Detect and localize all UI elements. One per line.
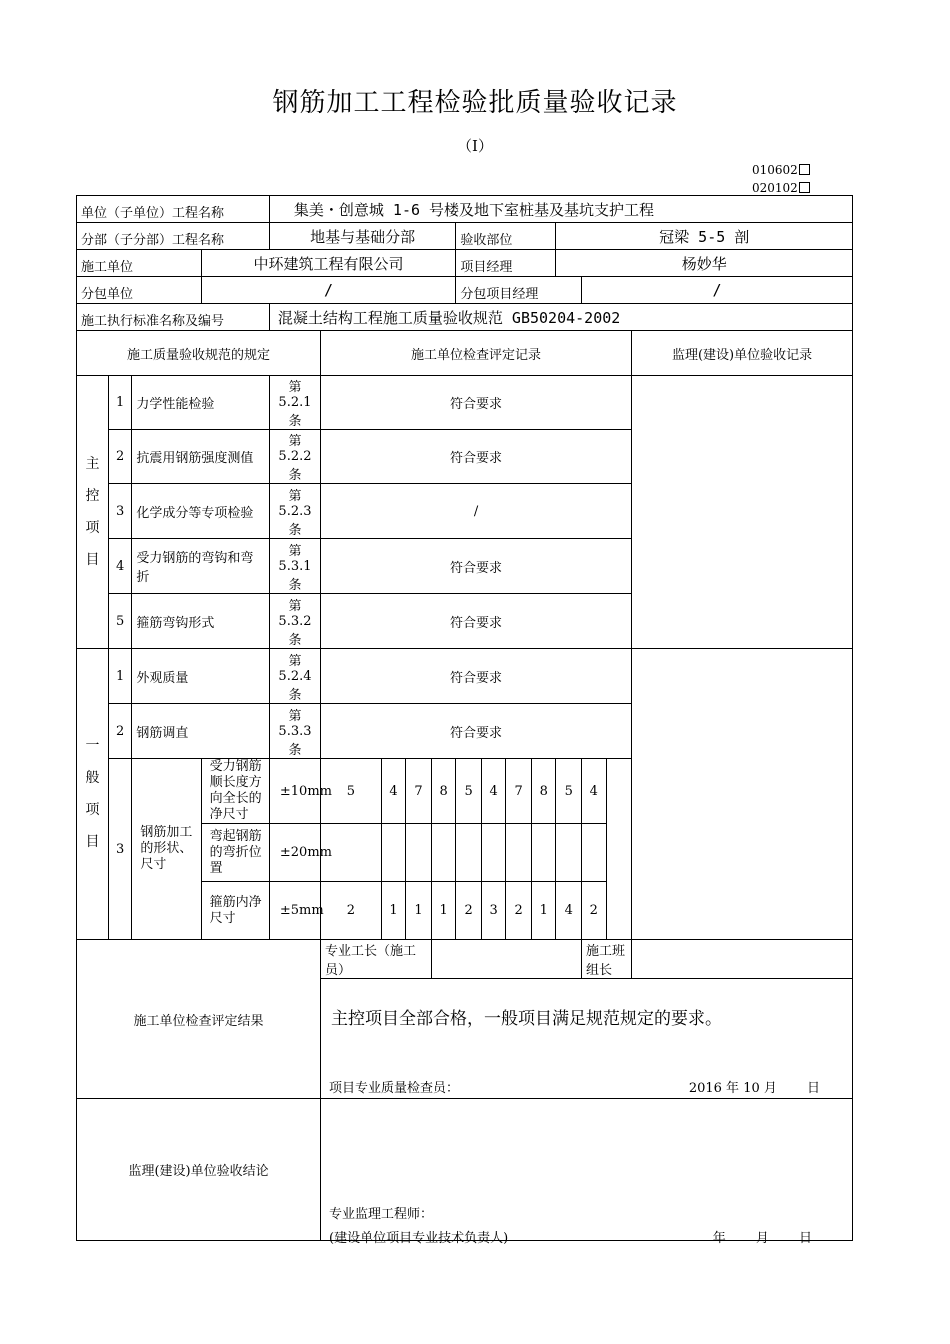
measure-value: 8 bbox=[431, 759, 456, 824]
checkbox-2[interactable] bbox=[799, 182, 810, 193]
main-control-label bbox=[77, 376, 109, 649]
item-result: 符合要求 bbox=[321, 704, 632, 759]
supervision-result-label: 监理(建设)单位验收结论 bbox=[77, 1099, 321, 1241]
form-code-1 bbox=[752, 163, 810, 177]
measure-value: 2 bbox=[582, 882, 607, 940]
item-clause: 第 5.2.1 条 bbox=[269, 376, 320, 430]
measure-value bbox=[381, 824, 406, 882]
measure-value bbox=[556, 824, 582, 882]
supervision-date: 年 月 日 bbox=[712, 1231, 812, 1246]
item-result: 符合要求 bbox=[321, 539, 632, 594]
team-leader-value[interactable] bbox=[632, 940, 853, 979]
measure-value bbox=[481, 824, 506, 882]
measure-value: 4 bbox=[381, 759, 406, 824]
item-result: 符合要求 bbox=[321, 649, 632, 704]
sub-manager-label: 分包项目经理 bbox=[456, 277, 582, 304]
general-supervision-cell[interactable] bbox=[632, 649, 853, 940]
measure-value: 8 bbox=[531, 759, 556, 824]
contractor-label: 施工单位 bbox=[77, 250, 202, 277]
measure-value: 7 bbox=[506, 759, 532, 824]
measure-value bbox=[431, 824, 456, 882]
item-number: 1 bbox=[108, 649, 131, 704]
main-control-char: 项 bbox=[85, 520, 100, 536]
measure-value: 2 bbox=[506, 882, 532, 940]
item-result: 符合要求 bbox=[321, 430, 632, 484]
standard-value: 混凝土结构工程施工质量验收规范 GB50204-2002 bbox=[269, 304, 852, 331]
general-char: 目 bbox=[85, 834, 100, 850]
supervision-result-box bbox=[321, 1099, 853, 1246]
measure-value: 4 bbox=[582, 759, 607, 824]
item-number: 2 bbox=[108, 704, 131, 759]
engineer-label: 专业监理工程师： bbox=[329, 1207, 434, 1222]
item-name: 力学性能检验 bbox=[132, 376, 269, 430]
item-clause: 第 5.2.3 条 bbox=[269, 484, 320, 539]
foreman-label: 专业工长（施工员） bbox=[321, 940, 432, 979]
item-clause: 第 5.2.2 条 bbox=[269, 430, 320, 484]
item-clause: 第 5.3.2 条 bbox=[269, 594, 320, 649]
subcontractor-label: 分包单位 bbox=[77, 277, 202, 304]
item-result: 符合要求 bbox=[321, 594, 632, 649]
contractor-date: 2016 年 10 月 日 bbox=[688, 1081, 820, 1096]
project-name-value: 集美・创意城 1-6 号楼及地下室桩基及基坑支护工程 bbox=[269, 196, 852, 223]
item-number: 4 bbox=[108, 539, 131, 594]
measure-value: 2 bbox=[456, 882, 482, 940]
main-control-char: 主 bbox=[85, 456, 100, 472]
item-number: 3 bbox=[108, 484, 131, 539]
item-name: 外观质量 bbox=[132, 649, 269, 704]
measure-value: 4 bbox=[481, 759, 506, 824]
measure-name: 箍筋内净尺寸 bbox=[201, 882, 269, 940]
item-number: 3 bbox=[108, 759, 131, 940]
item-name: 钢筋加工的形状、尺寸 bbox=[132, 759, 201, 940]
inspection-part-label: 验收部位 bbox=[456, 223, 556, 250]
measure-value: 1 bbox=[531, 882, 556, 940]
measure-tolerance: ±5mm bbox=[269, 882, 320, 940]
foreman-value[interactable] bbox=[431, 940, 581, 979]
measure-value: 5 bbox=[321, 759, 382, 824]
page-subtitle: （Ⅰ） bbox=[457, 137, 493, 155]
measure-tolerance: ±20mm bbox=[269, 824, 320, 882]
measure-value: 5 bbox=[556, 759, 582, 824]
measure-value: 3 bbox=[481, 882, 506, 940]
measure-value bbox=[531, 824, 556, 882]
main-control-supervision-cell[interactable] bbox=[632, 376, 853, 649]
general-char: 项 bbox=[85, 802, 100, 818]
item-clause: 第 5.3.3 条 bbox=[269, 704, 320, 759]
item-number: 2 bbox=[108, 430, 131, 484]
item-name: 抗震用钢筋强度测值 bbox=[132, 430, 269, 484]
measure-name: 受力钢筋顺长度方向全长的净尺寸 bbox=[201, 759, 269, 824]
measure-value: 4 bbox=[556, 882, 582, 940]
item-number: 5 bbox=[108, 594, 131, 649]
measure-value bbox=[582, 824, 607, 882]
inspection-part-value: 冠梁 5-5 剖 bbox=[556, 223, 853, 250]
inspection-table bbox=[76, 195, 853, 1246]
general-items-label bbox=[77, 649, 109, 940]
measure-value: 7 bbox=[406, 759, 432, 824]
contractor-value: 中环建筑工程有限公司 bbox=[201, 250, 456, 277]
sub-manager-value: / bbox=[582, 277, 853, 304]
measure-tolerance: ±10mm bbox=[269, 759, 320, 824]
page-title: 钢筋加工工程检验批质量验收记录 bbox=[272, 88, 678, 118]
project-manager-label: 项目经理 bbox=[456, 250, 556, 277]
main-control-char: 控 bbox=[85, 488, 100, 504]
measure-value bbox=[456, 824, 482, 882]
measure-value: 5 bbox=[456, 759, 482, 824]
item-result: 符合要求 bbox=[321, 376, 632, 430]
item-name: 箍筋弯钩形式 bbox=[132, 594, 269, 649]
standard-label: 施工执行标准名称及编号 bbox=[77, 304, 270, 331]
general-char: 一 bbox=[85, 738, 100, 754]
check-column-header: 施工单位检查评定记录 bbox=[321, 331, 632, 376]
spec-column-header: 施工质量验收规范的规定 bbox=[77, 331, 321, 376]
item-clause: 第 5.2.4 条 bbox=[269, 649, 320, 704]
contractor-result-label: 施工单位检查评定结果 bbox=[77, 940, 321, 1099]
team-leader-label: 施工班组长 bbox=[582, 940, 632, 979]
measure-value: 1 bbox=[406, 882, 432, 940]
item-name: 受力钢筋的弯钩和弯折 bbox=[132, 539, 269, 594]
form-code-2 bbox=[752, 181, 810, 195]
item-name: 化学成分等专项检验 bbox=[132, 484, 269, 539]
owner-label: (建设单位项目专业技术负责人) bbox=[329, 1231, 509, 1246]
inspector-label: 项目专业质量检查员： bbox=[329, 1081, 460, 1096]
contractor-result-box bbox=[321, 979, 853, 1099]
item-number: 1 bbox=[108, 376, 131, 430]
supervision-column-header: 监理(建设)单位验收记录 bbox=[632, 331, 853, 376]
measure-value: 1 bbox=[381, 882, 406, 940]
measure-value bbox=[506, 824, 532, 882]
form-code-1-text: 010602 bbox=[752, 163, 798, 177]
item-result: / bbox=[321, 484, 632, 539]
general-char: 般 bbox=[85, 770, 100, 786]
form-code-2-text: 020102 bbox=[752, 181, 798, 195]
project-manager-value: 杨妙华 bbox=[556, 250, 853, 277]
item-name: 钢筋调直 bbox=[132, 704, 269, 759]
measure-value: 2 bbox=[321, 882, 382, 940]
subcontractor-value: / bbox=[201, 277, 456, 304]
division-label: 分部（子分部）工程名称 bbox=[77, 223, 270, 250]
measure-value: 1 bbox=[431, 882, 456, 940]
division-value: 地基与基础分部 bbox=[269, 223, 455, 250]
checkbox-1[interactable] bbox=[799, 164, 810, 175]
measure-name: 弯起钢筋的弯折位置 bbox=[201, 824, 269, 882]
measure-value bbox=[406, 824, 432, 882]
conclusion-text: 主控项目全部合格，一般项目满足规范规定的要求。 bbox=[331, 1009, 723, 1029]
main-control-char: 目 bbox=[85, 552, 100, 568]
project-name-label: 单位（子单位）工程名称 bbox=[77, 196, 270, 223]
item-clause: 第 5.3.1 条 bbox=[269, 539, 320, 594]
